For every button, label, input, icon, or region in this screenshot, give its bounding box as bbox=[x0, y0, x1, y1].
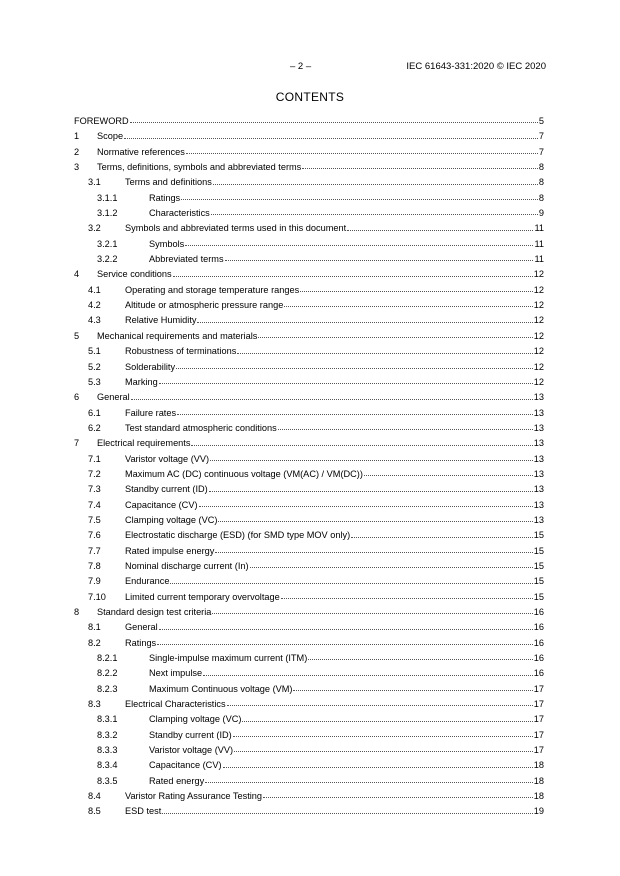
toc-entry[interactable] bbox=[74, 712, 544, 727]
toc-entry-title: Electrical Characteristics bbox=[125, 699, 226, 710]
toc-entry[interactable] bbox=[74, 375, 544, 390]
toc-entry-page: 9 bbox=[538, 208, 544, 219]
dot-leader bbox=[308, 658, 533, 660]
toc-entry-title: Scope bbox=[97, 131, 124, 142]
dot-leader bbox=[225, 259, 534, 261]
toc-entry-title: Operating and storage temperature ranges bbox=[125, 284, 300, 295]
toc-entry-title: Marking bbox=[125, 376, 158, 387]
toc-entry-page: 17 bbox=[533, 699, 544, 710]
toc-entry[interactable] bbox=[74, 283, 544, 298]
dot-leader bbox=[191, 444, 532, 446]
toc-entry-page: 13 bbox=[533, 407, 544, 418]
toc-entry-title: Terms, definitions, symbols and abbreviated terms bbox=[97, 162, 302, 173]
toc-entry-number: 8.1 bbox=[88, 622, 101, 633]
toc-entry-title: Varistor voltage (VV) bbox=[125, 453, 210, 464]
dot-leader bbox=[278, 428, 533, 430]
dot-leader bbox=[212, 612, 532, 614]
toc-entry-number: 5.1 bbox=[88, 346, 101, 357]
toc-entry[interactable] bbox=[74, 620, 544, 635]
toc-entry[interactable] bbox=[74, 114, 544, 129]
toc-entry-number: 3.2 bbox=[88, 223, 101, 234]
toc-entry-number: 5 bbox=[74, 330, 80, 341]
toc-entry[interactable] bbox=[74, 237, 544, 252]
toc-entry-page: 13 bbox=[533, 453, 544, 464]
dot-leader bbox=[203, 674, 533, 676]
toc-entry-number: 8.2 bbox=[88, 637, 101, 648]
toc-entry-number: 7.6 bbox=[88, 530, 101, 541]
toc-entry-title: Characteristics bbox=[149, 208, 210, 219]
toc-entry-number: 4.1 bbox=[88, 284, 101, 295]
dot-leader bbox=[263, 796, 533, 798]
toc-entry-number: 1 bbox=[74, 131, 80, 142]
toc-entry-page: 13 bbox=[533, 392, 544, 403]
toc-entry[interactable] bbox=[74, 758, 544, 773]
toc-entry-title: Capacitance (CV) bbox=[149, 760, 222, 771]
toc-entry[interactable] bbox=[74, 191, 544, 206]
toc-entry[interactable] bbox=[74, 743, 544, 758]
toc-entry-title: Electrical requirements bbox=[97, 438, 191, 449]
toc-entry-title: Clamping voltage (VC) bbox=[125, 514, 218, 525]
dot-leader bbox=[209, 490, 533, 492]
dot-leader bbox=[211, 213, 538, 215]
dot-leader bbox=[237, 352, 532, 354]
toc-entry-page: 13 bbox=[533, 422, 544, 433]
toc-entry-page: 19 bbox=[533, 806, 544, 817]
toc-entry[interactable] bbox=[74, 221, 544, 236]
toc-entry-page: 8 bbox=[538, 192, 544, 203]
toc-entry-page: 17 bbox=[533, 729, 544, 740]
dot-leader bbox=[181, 198, 538, 200]
toc-entry-title: Robustness of terminations bbox=[125, 346, 237, 357]
toc-entry[interactable] bbox=[74, 129, 544, 144]
dot-leader bbox=[162, 812, 533, 814]
dot-leader bbox=[347, 229, 533, 231]
dot-leader bbox=[197, 321, 532, 323]
toc-entry-page: 13 bbox=[533, 514, 544, 525]
toc-entry-title: Ratings bbox=[149, 192, 181, 203]
toc-entry[interactable] bbox=[74, 574, 544, 589]
toc-entry-page: 15 bbox=[533, 545, 544, 556]
toc-entry[interactable] bbox=[74, 651, 544, 666]
toc-entry[interactable] bbox=[74, 160, 544, 175]
toc-entry[interactable] bbox=[74, 682, 544, 697]
toc-entry-title: Ratings bbox=[125, 637, 157, 648]
dot-leader bbox=[215, 551, 532, 553]
toc-entry-title: Next impulse bbox=[149, 668, 203, 679]
toc-entry-number: 8.3.3 bbox=[97, 745, 118, 756]
toc-entry-page: 16 bbox=[533, 653, 544, 664]
toc-entry[interactable] bbox=[74, 513, 544, 528]
toc-entry[interactable] bbox=[74, 789, 544, 804]
dot-leader bbox=[213, 183, 538, 185]
toc-entry-title: Mechanical requirements and materials bbox=[97, 330, 258, 341]
dot-leader bbox=[173, 275, 533, 277]
dot-leader bbox=[159, 382, 533, 384]
toc-entry-title: Standard design test criteria bbox=[97, 607, 212, 617]
toc-entry-page: 15 bbox=[533, 576, 544, 587]
toc-entry-title: Terms and definitions bbox=[125, 177, 212, 188]
dot-leader bbox=[159, 628, 533, 630]
dot-leader bbox=[130, 121, 538, 123]
dot-leader bbox=[210, 459, 533, 461]
toc-entry-title: Single-impulse maximum current (ITM) bbox=[149, 653, 308, 664]
toc-entry-number: 3.2.2 bbox=[97, 254, 118, 265]
dot-leader bbox=[234, 750, 533, 752]
toc-entry[interactable] bbox=[74, 267, 544, 282]
toc-entry-page: 13 bbox=[533, 438, 544, 449]
toc-entry-page: 8 bbox=[538, 162, 544, 173]
toc-entry-page: 16 bbox=[533, 668, 544, 679]
dot-leader bbox=[258, 336, 532, 338]
dot-leader bbox=[176, 367, 533, 369]
dot-leader bbox=[284, 305, 532, 307]
toc-entry[interactable] bbox=[74, 804, 544, 819]
toc-entry-page: 16 bbox=[533, 607, 544, 617]
toc-entry-number: 7.7 bbox=[88, 545, 101, 556]
document-reference: IEC 61643-331:2020 © IEC 2020 bbox=[406, 61, 546, 72]
toc-entry-number: 8 bbox=[74, 607, 80, 617]
toc-entry[interactable] bbox=[74, 360, 544, 375]
toc-entry-number: 3.1.2 bbox=[97, 208, 118, 219]
toc-entry-number: 8.2.2 bbox=[97, 668, 118, 679]
toc-entry-page: 12 bbox=[533, 300, 544, 311]
toc-entry-number: 7.3 bbox=[88, 484, 101, 495]
dot-leader bbox=[223, 766, 533, 768]
toc-entry-page: 15 bbox=[533, 560, 544, 571]
toc-entry[interactable] bbox=[74, 452, 544, 467]
toc-entry-title: Varistor voltage (VV) bbox=[149, 745, 234, 756]
dot-leader bbox=[205, 781, 533, 783]
toc-entry-title: Varistor Rating Assurance Testing bbox=[125, 791, 263, 802]
toc-entry-number: 3.1 bbox=[88, 177, 101, 188]
toc-entry-title: Clamping voltage (VC) bbox=[149, 714, 242, 725]
toc-entry-title: Altitude or atmospheric pressure range bbox=[125, 300, 284, 311]
toc-entry-title: Maximum AC (DC) continuous voltage (VM(AC) / VM(DC)) bbox=[125, 468, 363, 479]
toc-entry[interactable] bbox=[74, 252, 544, 267]
dot-leader bbox=[302, 167, 538, 169]
toc-entry-page: 13 bbox=[533, 468, 544, 479]
toc-entry-title: General bbox=[97, 392, 130, 403]
toc-entry-number: 7.1 bbox=[88, 453, 101, 464]
toc-entry-page: 17 bbox=[533, 683, 544, 694]
toc-entry-title: Solderability bbox=[125, 361, 176, 372]
contents-title: CONTENTS bbox=[275, 90, 345, 104]
toc-entry[interactable] bbox=[74, 436, 544, 451]
dot-leader bbox=[364, 474, 533, 476]
toc-entry-title: Standby current (ID) bbox=[125, 484, 208, 495]
toc-entry-number: 3.1.1 bbox=[97, 192, 118, 203]
toc-entry-page: 12 bbox=[533, 361, 544, 372]
toc-entry[interactable] bbox=[74, 498, 544, 513]
dot-leader bbox=[250, 566, 533, 568]
toc-entry-number: 8.3.1 bbox=[97, 714, 118, 725]
toc-entry-number: 8.2.1 bbox=[97, 653, 118, 664]
toc-entry-number: 4 bbox=[74, 269, 80, 280]
toc-entry[interactable] bbox=[74, 559, 544, 574]
toc-entry-page: 12 bbox=[533, 330, 544, 341]
toc-entry[interactable] bbox=[74, 329, 544, 344]
toc-entry-page: 12 bbox=[533, 315, 544, 326]
toc-entry-page: 7 bbox=[538, 146, 544, 157]
dot-leader bbox=[351, 536, 533, 538]
toc-entry[interactable] bbox=[74, 697, 544, 712]
toc-entry-number: 5.2 bbox=[88, 361, 101, 372]
toc-entry-number: 8.3.2 bbox=[97, 729, 118, 740]
toc-entry-title: Limited current temporary overvoltage bbox=[125, 591, 280, 602]
toc-entry-page: 18 bbox=[533, 760, 544, 771]
toc-entry-title: Symbols bbox=[149, 238, 185, 249]
toc-entry-title: Relative Humidity bbox=[125, 315, 197, 326]
dot-leader bbox=[131, 398, 533, 400]
toc-entry[interactable] bbox=[74, 145, 544, 160]
toc-entry-page: 11 bbox=[534, 254, 544, 265]
toc-entry[interactable] bbox=[74, 344, 544, 359]
toc-entry-number: 6.1 bbox=[88, 407, 101, 418]
toc-entry-page: 12 bbox=[533, 269, 544, 280]
toc-entry-title: General bbox=[125, 622, 158, 633]
dot-leader bbox=[157, 643, 533, 645]
toc-entry-page: 11 bbox=[534, 238, 544, 249]
dot-leader bbox=[218, 520, 532, 522]
dot-leader bbox=[170, 582, 532, 584]
toc-entry-number: 7.9 bbox=[88, 576, 101, 587]
toc-entry-number: 4.2 bbox=[88, 300, 101, 311]
toc-entry-title: ESD test bbox=[125, 806, 162, 817]
toc-entry-number: 8.2.3 bbox=[97, 683, 118, 694]
toc-entry-number: 8.4 bbox=[88, 791, 101, 802]
toc-entry-title: Service conditions bbox=[97, 269, 172, 280]
toc-entry-title: Maximum Continuous voltage (VM) bbox=[149, 683, 293, 694]
toc-entry-page: 15 bbox=[533, 591, 544, 602]
toc-entry-title: Rated energy bbox=[149, 775, 205, 786]
toc-entry-number: 8.3 bbox=[88, 699, 101, 710]
toc-entry[interactable] bbox=[74, 467, 544, 482]
toc-entry-title: Capacitance (CV) bbox=[125, 499, 198, 510]
toc-entry[interactable] bbox=[74, 298, 544, 313]
toc-entry[interactable] bbox=[74, 590, 544, 605]
dot-leader bbox=[293, 689, 532, 691]
toc-entry-page: 7 bbox=[538, 131, 544, 142]
toc-entry[interactable] bbox=[74, 313, 544, 328]
toc-entry-number: 3.2.1 bbox=[97, 238, 118, 249]
toc-entry-number: 4.3 bbox=[88, 315, 101, 326]
dot-leader bbox=[199, 505, 533, 507]
toc-entry-page: 15 bbox=[533, 530, 544, 541]
toc-entry-number: 2 bbox=[74, 146, 80, 157]
toc-entry-number: 7 bbox=[74, 438, 80, 449]
toc-entry-number: 7.5 bbox=[88, 514, 101, 525]
dot-leader bbox=[185, 244, 533, 246]
page-number: – 2 – bbox=[290, 61, 312, 72]
dot-leader bbox=[281, 597, 533, 599]
toc-entry-number: 7.2 bbox=[88, 468, 101, 479]
toc-entry-title: Rated impulse energy bbox=[125, 545, 215, 556]
toc-entry[interactable] bbox=[74, 728, 544, 743]
toc-entry[interactable] bbox=[74, 406, 544, 421]
toc-entry[interactable] bbox=[74, 774, 544, 789]
toc-entry-page: 18 bbox=[533, 791, 544, 802]
dot-leader bbox=[300, 290, 533, 292]
dot-leader bbox=[124, 137, 538, 139]
toc-entry[interactable] bbox=[74, 605, 544, 620]
toc-entry-number: 8.5 bbox=[88, 806, 101, 817]
toc-entry[interactable] bbox=[74, 421, 544, 436]
toc-entry-page: 18 bbox=[533, 775, 544, 786]
toc-entry-number: 8.3.4 bbox=[97, 760, 118, 771]
toc-entry-page: 12 bbox=[533, 376, 544, 387]
toc-entry-title: Electrostatic discharge (ESD) (for SMD type MOV only) bbox=[125, 530, 351, 541]
toc-entry-page: 13 bbox=[533, 499, 544, 510]
toc-entry-title: FOREWORD bbox=[74, 116, 129, 126]
toc-entry[interactable] bbox=[74, 206, 544, 221]
toc-entry-number: 6 bbox=[74, 392, 80, 403]
toc-entry-page: 12 bbox=[533, 284, 544, 295]
toc-entry-title: Normative references bbox=[97, 146, 185, 157]
toc-entry[interactable] bbox=[74, 390, 544, 405]
toc-entry-number: 7.4 bbox=[88, 499, 101, 510]
toc-entry-title: Nominal discharge current (In) bbox=[125, 560, 249, 571]
toc-entry-title: Failure rates bbox=[125, 407, 177, 418]
toc-entry[interactable] bbox=[74, 482, 544, 497]
toc-entry-number: 3 bbox=[74, 162, 80, 173]
dot-leader bbox=[177, 413, 533, 415]
toc-entry-page: 8 bbox=[538, 177, 544, 188]
toc-entry-title: Test standard atmospheric conditions bbox=[125, 422, 277, 433]
toc-entry-page: 17 bbox=[533, 745, 544, 756]
toc-entry-title: Endurance bbox=[125, 576, 170, 587]
toc-entry-number: 7.10 bbox=[88, 591, 106, 602]
toc-entry-number: 5.3 bbox=[88, 376, 101, 387]
dot-leader bbox=[233, 735, 533, 737]
toc-entry-page: 17 bbox=[533, 714, 544, 725]
table-of-contents bbox=[74, 114, 544, 820]
toc-entry-number: 7.8 bbox=[88, 560, 101, 571]
dot-leader bbox=[186, 152, 538, 154]
toc-entry-page: 16 bbox=[533, 637, 544, 648]
toc-entry[interactable] bbox=[74, 636, 544, 651]
toc-entry-page: 12 bbox=[533, 346, 544, 357]
toc-entry[interactable] bbox=[74, 528, 544, 543]
toc-entry[interactable] bbox=[74, 544, 544, 559]
toc-entry-title: Abbreviated terms bbox=[149, 254, 224, 265]
toc-entry-title: Symbols and abbreviated terms used in this document bbox=[125, 223, 347, 234]
toc-entry-number: 6.2 bbox=[88, 422, 101, 433]
dot-leader bbox=[242, 720, 532, 722]
dot-leader bbox=[227, 704, 533, 706]
toc-entry-page: 16 bbox=[533, 622, 544, 633]
toc-entry-page: 11 bbox=[534, 223, 544, 234]
toc-entry-title: Standby current (ID) bbox=[149, 729, 232, 740]
toc-entry-page: 5 bbox=[538, 116, 544, 126]
toc-entry[interactable] bbox=[74, 175, 544, 190]
toc-entry-page: 13 bbox=[533, 484, 544, 495]
toc-entry-number: 8.3.5 bbox=[97, 775, 118, 786]
toc-entry[interactable] bbox=[74, 666, 544, 681]
